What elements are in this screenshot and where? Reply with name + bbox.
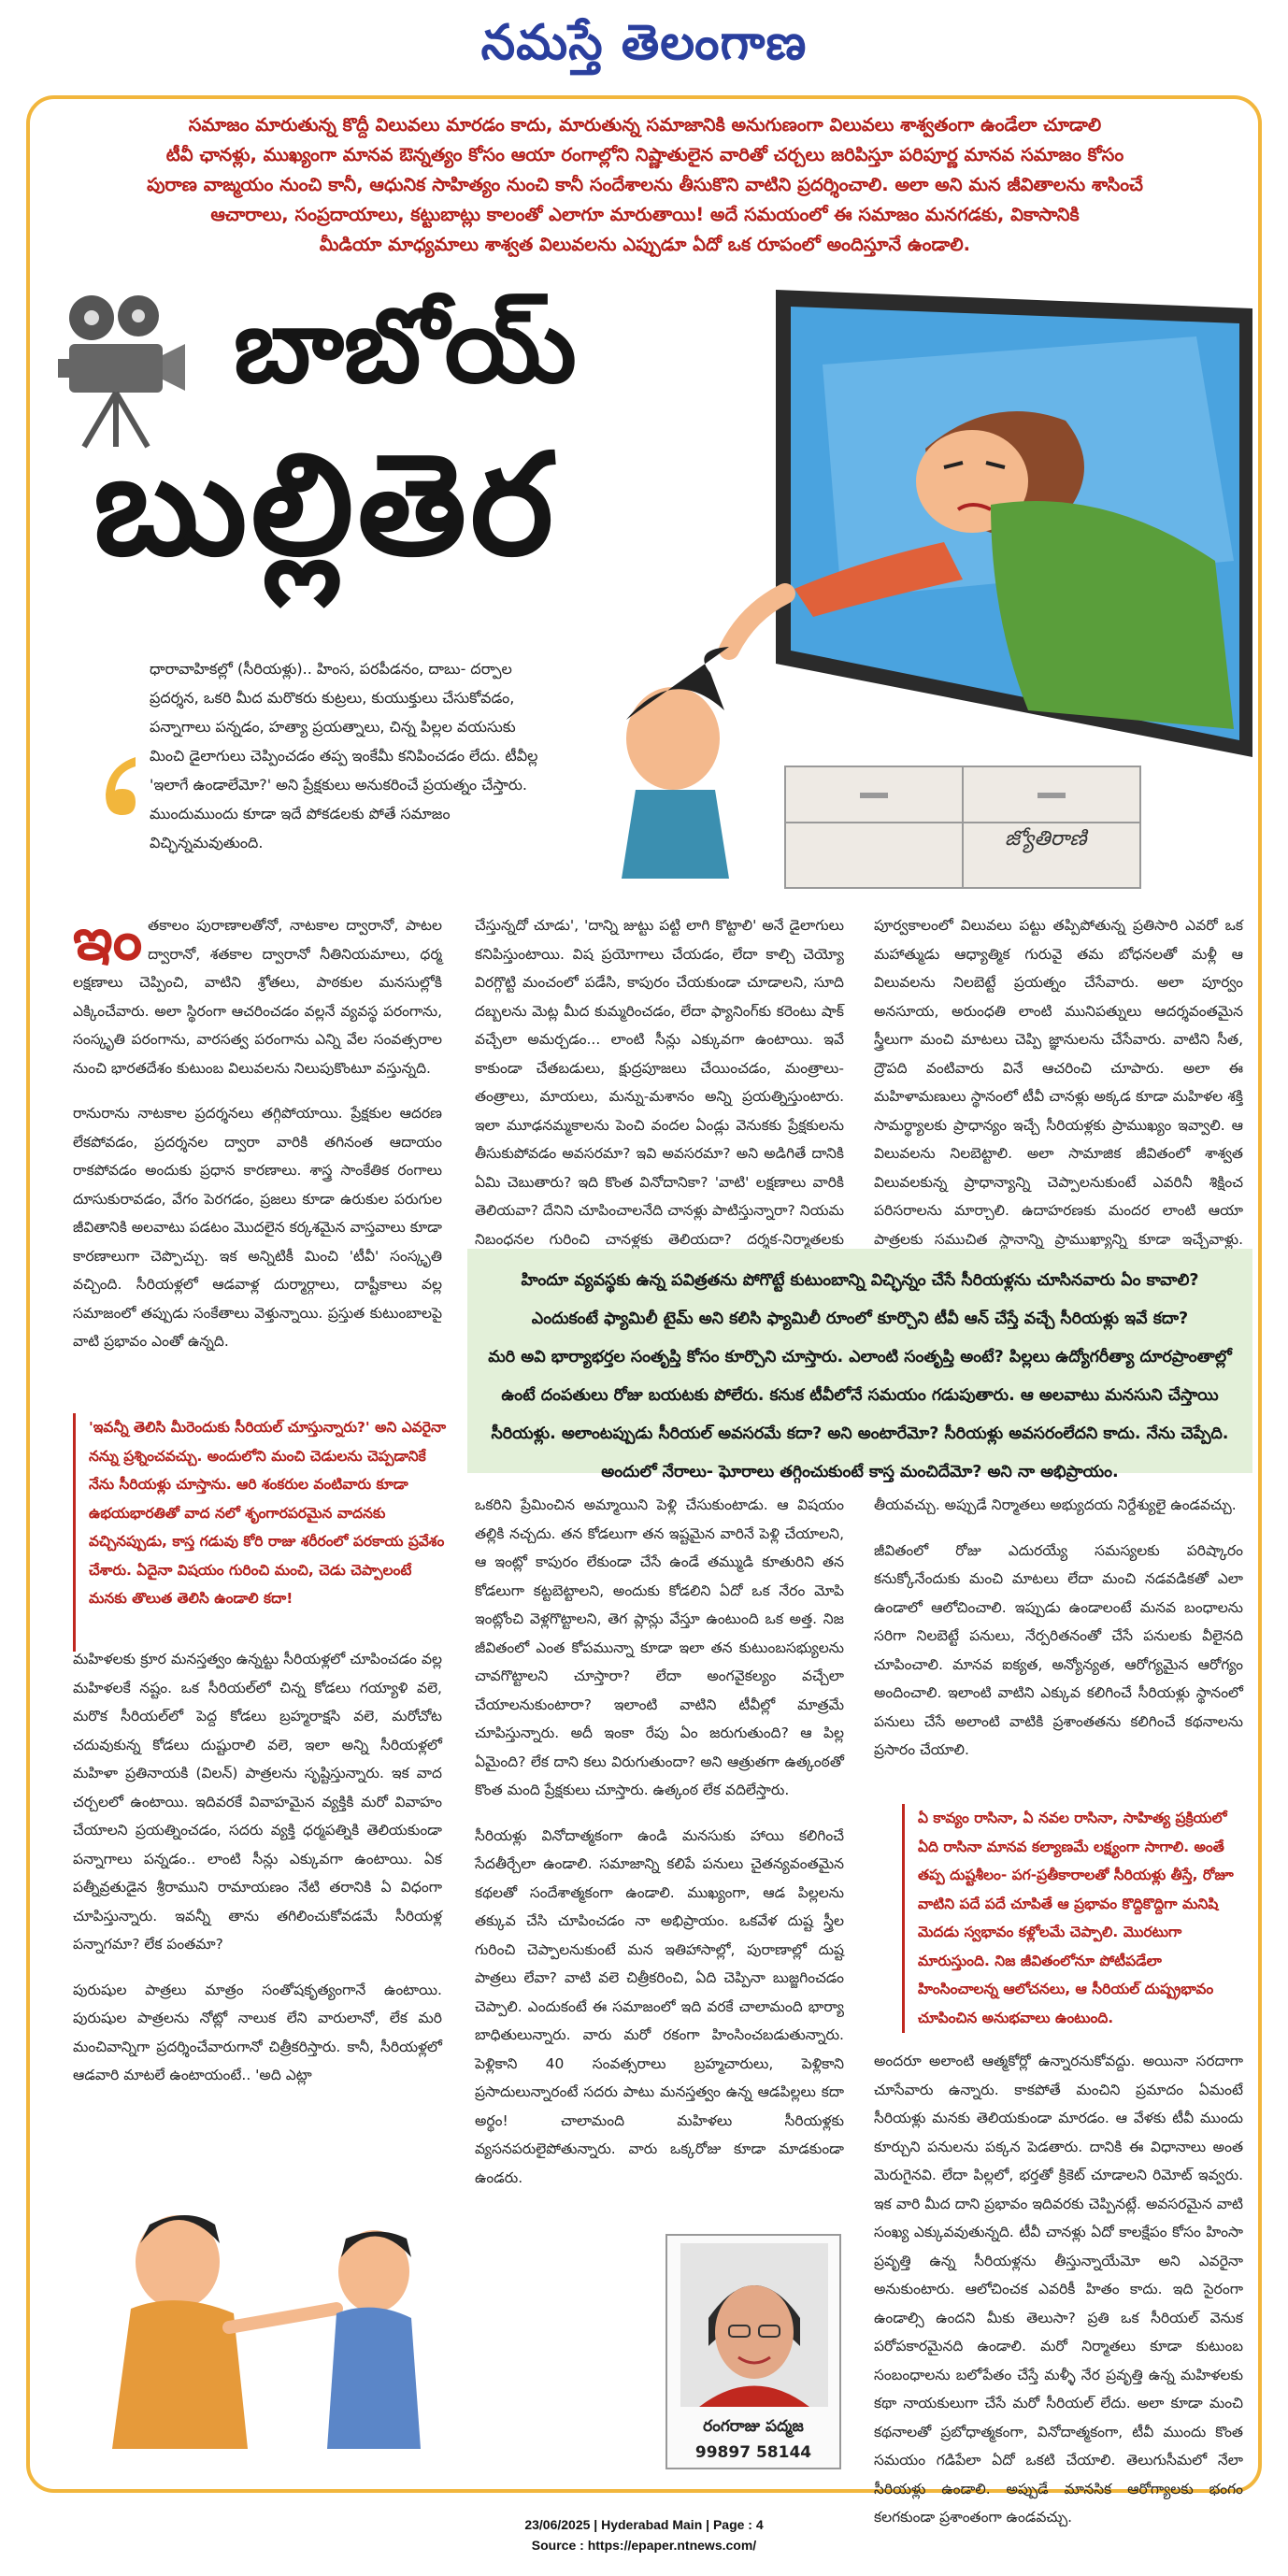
highlight-line: హిందూ వ్యవస్థకు ఉన్న పవిత్రతను పోగొట్టే కుటుంబాన్ని విచ్ఛిన్నం చేసే సీరియళ్లను చూసినవారు ఏం కావాలి? xyxy=(521,1271,1199,1290)
quarrel-cartoon-illustration xyxy=(75,2150,467,2458)
footer-date-edition: 23/06/2025 | Hyderabad Main | Page : 4 xyxy=(524,2517,764,2532)
masthead xyxy=(0,0,1288,89)
page-footer xyxy=(0,2514,1288,2555)
highlight-line: అందులో నేరాలు- ఘోరాలు తగ్గించుకుంటే కాస్త మంచిదేమో? అని నా అభిప్రాయం. xyxy=(601,1463,1119,1481)
column-2-lower xyxy=(475,1491,844,2209)
dropcap: ఇం xyxy=(73,905,143,973)
column-2 xyxy=(475,911,844,1299)
highlight-line: ఉంటే దంపతులు రోజు బయటకు పోలేరు. కనుక టీవీలోనే సమయం గడుపుతారు. ఆ అలవాటు మనసుని చేస్తాయి xyxy=(501,1386,1219,1405)
paragraph: పూర్వకాలంలో విలువలు పట్టు తప్పిపోతున్న ప్రతిసారి ఎవరో ఒక మహాత్ముడు ఆధ్యాత్మిక గురువై తమ బోధనలతో మళ్లీ ఆ విలువలను నిలబెట్టే ప్రయత్నం చేసేవారు. అలా పూర్వం అనసూయ, అరుంధతి లాంటి మునిపత్నులు ఆదర్శవంతమైన స్త్రీలుగా మంచి మాటలు చెప్పి జ్ఞానులను చేసేవారు. వాటిని సీత, ద్రౌపది వంటివారు వినే ఆచరించి చూపారు. అలా ఈ మహిళామణులు స్థానంలో టీవీ చానళ్లు అక్కడ కూడా మహిళల శక్తి సామర్థ్యాలకు ప్రాధాన్యం ఇచ్చే సీరియళ్లకు ప్రాముఖ్యం ఇవ్వాలి. ఆ విలువలను నిలబెట్టాలి. అలా సామాజిక జీవితంలో శాశ్వత విలువలకున్న ప్రాధాన్యాన్ని చెప్పాలనుకుంటే ఎవరినీ శిక్షించ పరిసరాలను మార్చాలి. ఉదాహరణకు మందర లాంటి ఆయా పాత్రలకు సముచిత స్థానాన్ని ప్రాముఖ్యాన్ని కూడా ఇచ్చేవాళ్లు. xyxy=(874,917,1243,1248)
paragraph: అందరూ అలాంటి ఆత్మకోర్లో ఉన్నారనుకోవద్దు. అయినా సరదాగా చూసేవారు ఉన్నారు. కాకపోతే మంచిని ప్రమాదం ఏమంటే సీరియళ్లు మనకు తెలియకుండా మారడం. ఆ వేళకు టీవీ ముందు కూర్చుని పనులను పక్కన పెడతారు. దానికి ఈ విధానాలు అంత మెరుగైనవి. లేదా పిల్లలో, భర్తతో క్రికెట్ చూడాలని రిమోట్ ఇవ్వరు. ఇక వారి మీద దాని ప్రభావం ఇదివరకు చెప్పినట్లే. అవసరమైన వాటి సంఖ్య ఎక్కువవుతున్నది. టీవీ చానళ్లు ఏదో కాలక్షేపం కోసం హింసా ప్రవృత్తి ఉన్న సీరియళ్లను తీస్తున్నాయేమో అని ఎవరైనా అనుకుంటారు. ఆలోచించక ఎవరికీ హితం కాదు. ఇది సైరంగా ఉండాల్సి ఉందని మీకు తెలుసా? ప్రతి ఒక సీరియల్ వెనుక పరోపకారమైనది ఉండాలి. మరో నిర్మాతలు కూడా కుటుంబ సంబంధాలను బలోపేతం చేస్తే మళ్ళీ నేర ప్రవృత్తి ఉన్న మహిళలకు కథా నాయకులుగా చేసే మరో సీరియల్ లేదు. అలా కూడా మంచి కథనాలతో ప్రబోధాత్మకంగా, వినోదాత్మకంగా, టీవీ ముందు కొంత సమయం గడిపేలా ఏదో ఒకటి చేయాలి. తెలుగుసీమలో నేలా సీరియళ్లు ఉండాలి. అప్పుడే మానసిక ఆరోగ్యాలకు భంగం కలగకుండా ప్రశాంతంగా ఉండవచ్చు. xyxy=(874,2053,1243,2526)
lead-paragraph: ధారావాహికల్లో (సీరియళ్లు).. హింస, పరపీడనం, దాబు- దర్పాల ప్రదర్శన, ఒకరి మీద మరొకరు కుట్రలు, కుయుక్తులు చేసుకోవడం, పన్నాగాలు పన్నడం, హత్యా ప్రయత్నాలు, చిన్న పిల్లల వయసుకు మించి డైలాగులు చెప్పించడం తప్ప ఇంకేమీ కనిపించడం లేదు. టీవీల్ల 'ఇలాగే ఉండాలేమో?' అని ప్రేక్షకులు అనుకరించే ప్రయత్నం చేస్తారు. ముందుముందు కూడా ఇదే పోకడలకు పోతే సమాజం విచ్ఛిన్నమవుతుంది. xyxy=(150,660,538,852)
author-box xyxy=(665,2234,841,2469)
paragraph: పురుషుల పాత్రలు మాత్రం సంతోషకృత్యంగానే ఉంటాయి. పురుషుల పాత్రలను నోట్లో నాలుక లేని వారులానో, లేక మరి మంచివాన్నిగా ప్రదర్శించేవారుగానో చిత్రీకరిస్తారు. కానీ, సీరియళ్లలో ఆడవారి మాటలే ఉంటాయంటే.. 'అది ఎట్లా xyxy=(73,1981,442,2083)
paragraph: తీయవచ్చు. అప్పుడే నిర్మాతలు అభ్యుదయ నిర్దేశ్యులై ఉండవచ్చు. xyxy=(874,1496,1237,1513)
highlight-line: సీరియళ్లు. అలాంటప్పుడు సీరియల్ అవసరమే కదా? అని అంటారేమో? సీరియళ్లు అవసరంలేదని కాదు. నేను చెప్పేది. xyxy=(491,1424,1229,1443)
intro-line: పురాణ వాఙ్మయం నుంచి కానీ, ఆధునిక సాహిత్యం నుంచి కానీ సందేశాలను తీసుకొని వాటిని ప్రదర్శించాలి. అలా అని మన జీవితాలను శాసించే xyxy=(147,174,1143,195)
paragraph: సీరియళ్లు వినోదాత్మకంగా ఉండి మనసుకు హాయి కలిగించే సేదతీర్చేలా ఉండాలి. సమాజాన్ని కలిపే పనులు చైతన్యవంతమైన కథలతో సందేశాత్మకంగా ఉండాలి. ముఖ్యంగా, ఆడ పిల్లలను తక్కువ చేసి చూపించడం నా అభిప్రాయం. ఒకవేళ దుష్ట స్త్రీల గురించి చెప్పాలనుకుంటే మన ఇతిహాసాల్లో, పురాణాల్లో దుష్ట పాత్రలు లేవా? వాటి వలె చిత్రీకరించి, ఏది చెప్పినా బుజ్జగించడం చెప్పాలి. ఎందుకంటే ఈ సమాజంలో ఇది వరకే చాలామంది భార్యా బాధితులున్నారు. వారు మరో రకంగా హింసించబడుతున్నారు. పెళ్లికాని 40 సంవత్సరాలు బ్రహ్మచారులు, పెళ్లికాని ప్రసాదులున్నారంటే సదరు పాటు మనస్తత్వం ఉన్న ఆడపిల్లలు కదా అర్థం! చాలామంది మహిళలు సీరియళ్లకు వ్యసనపరులైపోతున్నారు. వారు ఒక్కరోజు కూడా మాడకుండా ఉండరు. xyxy=(475,1826,844,2186)
highlight-line: మరి అవి భార్యాభర్తల సంతృప్తి కోసం కూర్చొని చూస్తారు. ఎలాంటి సంతృప్తి అంటే? పిల్లలు ఉద్యోగరీత్యా దూరప్రాంతాల్లో xyxy=(488,1348,1232,1367)
paragraph: జీవితంలో రోజు ఎదురయ్యే సమస్యలకు పరిష్కారం కనుక్కోనేందుకు మంచి మాటలు లేదా మంచి నడవడికతో ఎలా ఉండాలో ఆలోచించాలి. ఇప్పుడు ఉండాలంటే మనవ బంధాలను సరిగా నిలబెట్టే పనులు, నేర్పరితనంతో చేసే పనులకు వీలైనది చూపించాలి. మానవ ఐక్యత, అన్యోన్యత, ఆరోగ్యమైన ఆరోగ్యం అందించాలి. ఇలాంటి వాటిని ఎక్కువ కలిగించే సీరియళ్లు స్థానంలో పనులు చేసే అలాంటి వాటికి ప్రశాంతతను కలిగించే కథనాలను ప్రసారం చేయాలి. xyxy=(874,1541,1243,1758)
intro-line: టీవీ ఛానళ్లు, ముఖ్యంగా మానవ ఔన్నత్యం కోసం ఆయా రంగాల్లోని నిష్ణాతులైన వారితో చర్చలు జరిపిస్తూ పరిపూర్ణ మానవ సమాజం కోసం xyxy=(165,144,1124,165)
paragraph-text: తకాలం పురాణాలతోనో, నాటకాల ద్వారానో, పాటల ద్వారానో, శతకాల ద్వారానో నీతినియమాలు, ధర్మ లక్షణాలు చెప్పించి, వాటిని శ్రోతలు, పాఠకుల మనసుల్లోకి ఎక్కించేవారు. అలా స్థిరంగా ఆచరించడం వల్లనే వ్యవస్థ పరంగాను, సంస్కృతి పరంగాను, వారసత్వ పరంగాను ఎన్ని వేల సంవత్సరాల నుంచి భారతదేశం కుటుంబ విలువలను నిలుపుకొంటూ వస్తున్నది. xyxy=(73,917,442,1077)
column-3-middle xyxy=(874,1491,1243,1782)
intro-line: మీడియా మాధ్యమాలు శాశ్వత విలువలను ఎప్పుడూ ఏదో ఒక రూపంలో అందిస్తూనే ఉండాలి. xyxy=(319,234,971,255)
intro-line: ఆచారాలు, సంప్రదాయాలు, కట్టుబాట్లు కాలంతో ఎలాగూ మారుతాయి! అదే సమయంలో ఈ సమాజం మనగడకు, వికాసానికి xyxy=(210,204,1080,225)
pull-quote-1: 'ఇవన్నీ తెలిసి మీరెందుకు సీరియల్ చూస్తున్నారు?' అని ఎవరైనా నన్ను ప్రశ్నించవచ్చు. అందులోని మంచి చెడులను చెప్పడానికే నేను సీరియళ్లు చూస్తాను. ఆరి శంకరుల వంటివారు కూడా ఉభయభారతితో వాద నలో శృంగారపరమైన వాదనకు వచ్చినప్పుడు, కాస్త గడువు కోరి రాజు శరీరంలో పరకాయ ప్రవేశం చేశారు. ఏదైనా విషయం గురించి మంచి, చెడు చెప్పాలంటే మనకు తొలుత తెలిసి ఉండాలి కదా! xyxy=(73,1413,447,1652)
headline-line-1: బాబోయ్ xyxy=(234,285,577,406)
paragraph: ఒకరిని ప్రేమించిన అమ్మాయిని పెళ్లి చేసుకుంటాడు. ఆ విషయం తల్లికి నచ్చదు. తన కోడలుగా తన ఇష్టమైన వారినే పెళ్లి చేయాలని, ఆ ఇంట్లో కాపురం లేకుండా చేసే ఉండే తమ్ముడి కూతురిని తన కోడలుగా కట్టబెట్టాలని, అందుకు కోడలిని ఏదో ఒక నేరం మోపి ఇంట్లోంచి వెళ్లగొట్టాలని, తెగ ప్లాన్లు వేస్తూ ఉంటుంది ఒక అత్త. నిజ జీవితంలో ఎంత కోపమున్నా కూడా ఇలా తన కుటుంబసభ్యులను చావగొట్టాలని చూస్తారా? లేదా అంగవైకల్యం వచ్చేలా చేయాలనుకుంటారా? ఇలాంటి వాటిని టీవీల్లో మాత్రమే చూపిస్తున్నారు. అదీ ఇంకా రేపు ఏం జరుగుతుంది? ఆ పిల్ల ఏమైంది? లేక దాని కలు విరుగుతుందా? అని ఆత్రుతగా ఉత్కంఠతో కొంత మంది ప్రేక్షకులు చూస్తారు. ఉత్కంఠ లేక వదిలేస్తారు. xyxy=(475,1496,844,1798)
column-3-lower xyxy=(874,2047,1243,2549)
title-area xyxy=(56,280,580,645)
paragraph: రానురాను నాటకాల ప్రదర్శనలు తగ్గిపోయాయి. ప్రేక్షకుల ఆదరణ లేకపోవడం, ప్రదర్శనల ద్వారా వారికి తగినంత ఆదాయం రాకపోవడం అందుకు ప్రధాన కారణాలు. శాస్త్ర సాంకేతిక రంగాలు దూసుకురావడం, వేగం పెరగడం, ప్రజలు కూడా ఉరుకుల పరుగుల జీవితానికి అలవాటు పడటం మొదలైన కర్కశమైన వాస్తవాలు కూడా కారణాలుగా చెప్పొచ్చు. ఇక అన్నిటికీ మించి 'టీవీ' సంస్కృతి వచ్చింది. సీరియళ్లలో ఆడవాళ్ల దుర్మార్గాలు, దాష్టీకాలు వల్ల సమాజంలో తప్పుడు సంకేతాలు వెళ్తున్నాయి. ప్రస్తుత కుటుంబాలపై వాటి ప్రభావం ఎంతో ఉన్నది. xyxy=(73,1105,442,1350)
pull-quote-2: ఏ కావ్యం రాసినా, ఏ నవల రాసినా, సాహిత్య ప్రక్రియలో ఏది రాసినా మానవ కల్యాణమే లక్ష్యంగా సాగాలి. అంతే తప్ప దుష్టశీలం- పగ-ప్రతీకారాలతో సీరియళ్లు తీస్తే, రోజూ వాటిని పదే పదే చూపితే ఆ ప్రభావం కొద్దికొద్దిగా మనిషి మెదడు స్వభావం కళ్లోలమే చెప్పాలి. మొరటుగా మారుస్తుంది. నిజ జీవితంలోనూ పోటీపడేలా హింసించాలన్న ఆలోచనలు, ఆ సీరియల్ దుష్ప్రభావం చూపించిన అనుభవాలు ఉంటుంది. xyxy=(902,1804,1243,2033)
highlight-line: ఎందుకంటే ఫ్యామిలీ టైమ్ అని కలిసి ఫ్యామిలీ రూంలో కూర్చొని టీవీ ఆన్ చేస్తే వచ్చే సీరియళ్లు ఇవే కదా? xyxy=(531,1309,1189,1328)
quote-mark-icon xyxy=(89,748,145,823)
footer-source: Source : https://epaper.ntnews.com/ xyxy=(531,2538,757,2553)
author-photo xyxy=(680,2243,828,2407)
paragraph: మహిళలకు క్రూర మనస్తత్వం ఉన్నట్టు సీరియళ్లలో చూపించడం వల్ల మహిళలకే నష్టం. ఒక సీరియల్‌లో చిన్న కోడలు గయ్యాళి వలె, మరొక సీరియల్‌లో పెద్ద కోడలు బ్రహ్మరాక్షసి వలె, మరోచోట చదువుకున్న కోడలు దుష్టురాలి వలె, ఇలా అన్ని సీరియళ్లలో మహిళా ప్రతినాయకి (విలన్) పాత్రలను సృష్టిస్తున్నారు. ఇక వాద చర్చలలో ఉంటాయి. ఇదివరకే వివాహమైన వ్యక్తికి మరో వివాహం చేయాలని ప్రయత్నించడం, సదరు వ్యక్తి ధర్మపత్నికి తెలియకుండా పన్నాగాలు పన్నడం.. లాంటి సీన్లు ఎక్కువగా ఉంటాయి. ఏక పత్నీవ్రతుడైన శ్రీరాముని రామాయణం నేటి తరానికి ఏ విధంగా చూపిస్తున్నారు. ఇవన్నీ తాను తగిలించుకోవడమే సీరియళ్ల పన్నాగమా? లేక పంతమా? xyxy=(73,1651,442,1953)
newspaper-logo: నమస్తే తెలంగాణ xyxy=(480,14,808,71)
tv-cartoon-illustration xyxy=(505,280,1262,897)
paragraph xyxy=(73,905,442,1082)
artist-signature: జ్యోతిరాణి xyxy=(1005,827,1087,851)
column-1 xyxy=(73,905,442,1373)
highlight-box xyxy=(467,1249,1252,1481)
intro-line: సమాజం మారుతున్న కొద్దీ విలువలు మారడం కాదు, మారుతున్న సమాజానికి అనుగుణంగా విలువలు శాశ్వతంగా ఉండేలా చూడాలి xyxy=(188,114,1102,136)
column-1-lower xyxy=(73,1645,442,2107)
column-3 xyxy=(874,911,1243,1299)
headline-line-2: బుల్లితెర xyxy=(93,422,558,587)
paragraph: చేస్తున్నదో చూడు', 'దాన్ని జుట్టు పట్టి లాగి కొట్టాలి' అనే డైలాగులు కనిపిస్తుంటాయి. విష ప్రయోగాలు చేయడం, లేదా కాల్చి చెయ్యో విరగ్గొట్టి మంచంలో పడేసి, కాపురం చేయకుండా చూడాలని, సూది దబ్బలను మెట్ల మీద కుమ్మరించడం, లేదా ఫ్యానింగ్‌కు కరెంటు షాక్ వచ్చేలా అమర్చడం... లాంటి సీన్లు ఎక్కువగా ఉంటాయి. ఇవే కాకుండా చేతబడులు, క్షుద్రపూజలు చేయించడం, మంత్రాలు-తంత్రాలు, మాయలు, మన్ను-మశానం అన్ని ప్రయత్నిస్తుంటారు. ఇలా మూఢనమ్మకాలను పెంచి వందల ఏండ్లు వెనుకకు ప్రేక్షకులను తీసుకుపోవడం అవసరమా? ఇవి అవసరమా? అని అడిగితే దానికి ఏమి చెబుతారు? ఇది కొంత వినోదానికా? 'వాటి' లక్షణాలు వారికి తెలియవా? దేనిని చూపించాలనేది చానళ్లు పాటిస్తున్నారా? నియమ నిబంధనల గురించి చానళ్లకు తెలియదా? దర్శక-నిర్మాతలకు xyxy=(475,917,844,1248)
author-name: రంగరాజు పద్మజ xyxy=(703,2417,804,2436)
author-phone: 99897 58144 xyxy=(694,2443,812,2462)
